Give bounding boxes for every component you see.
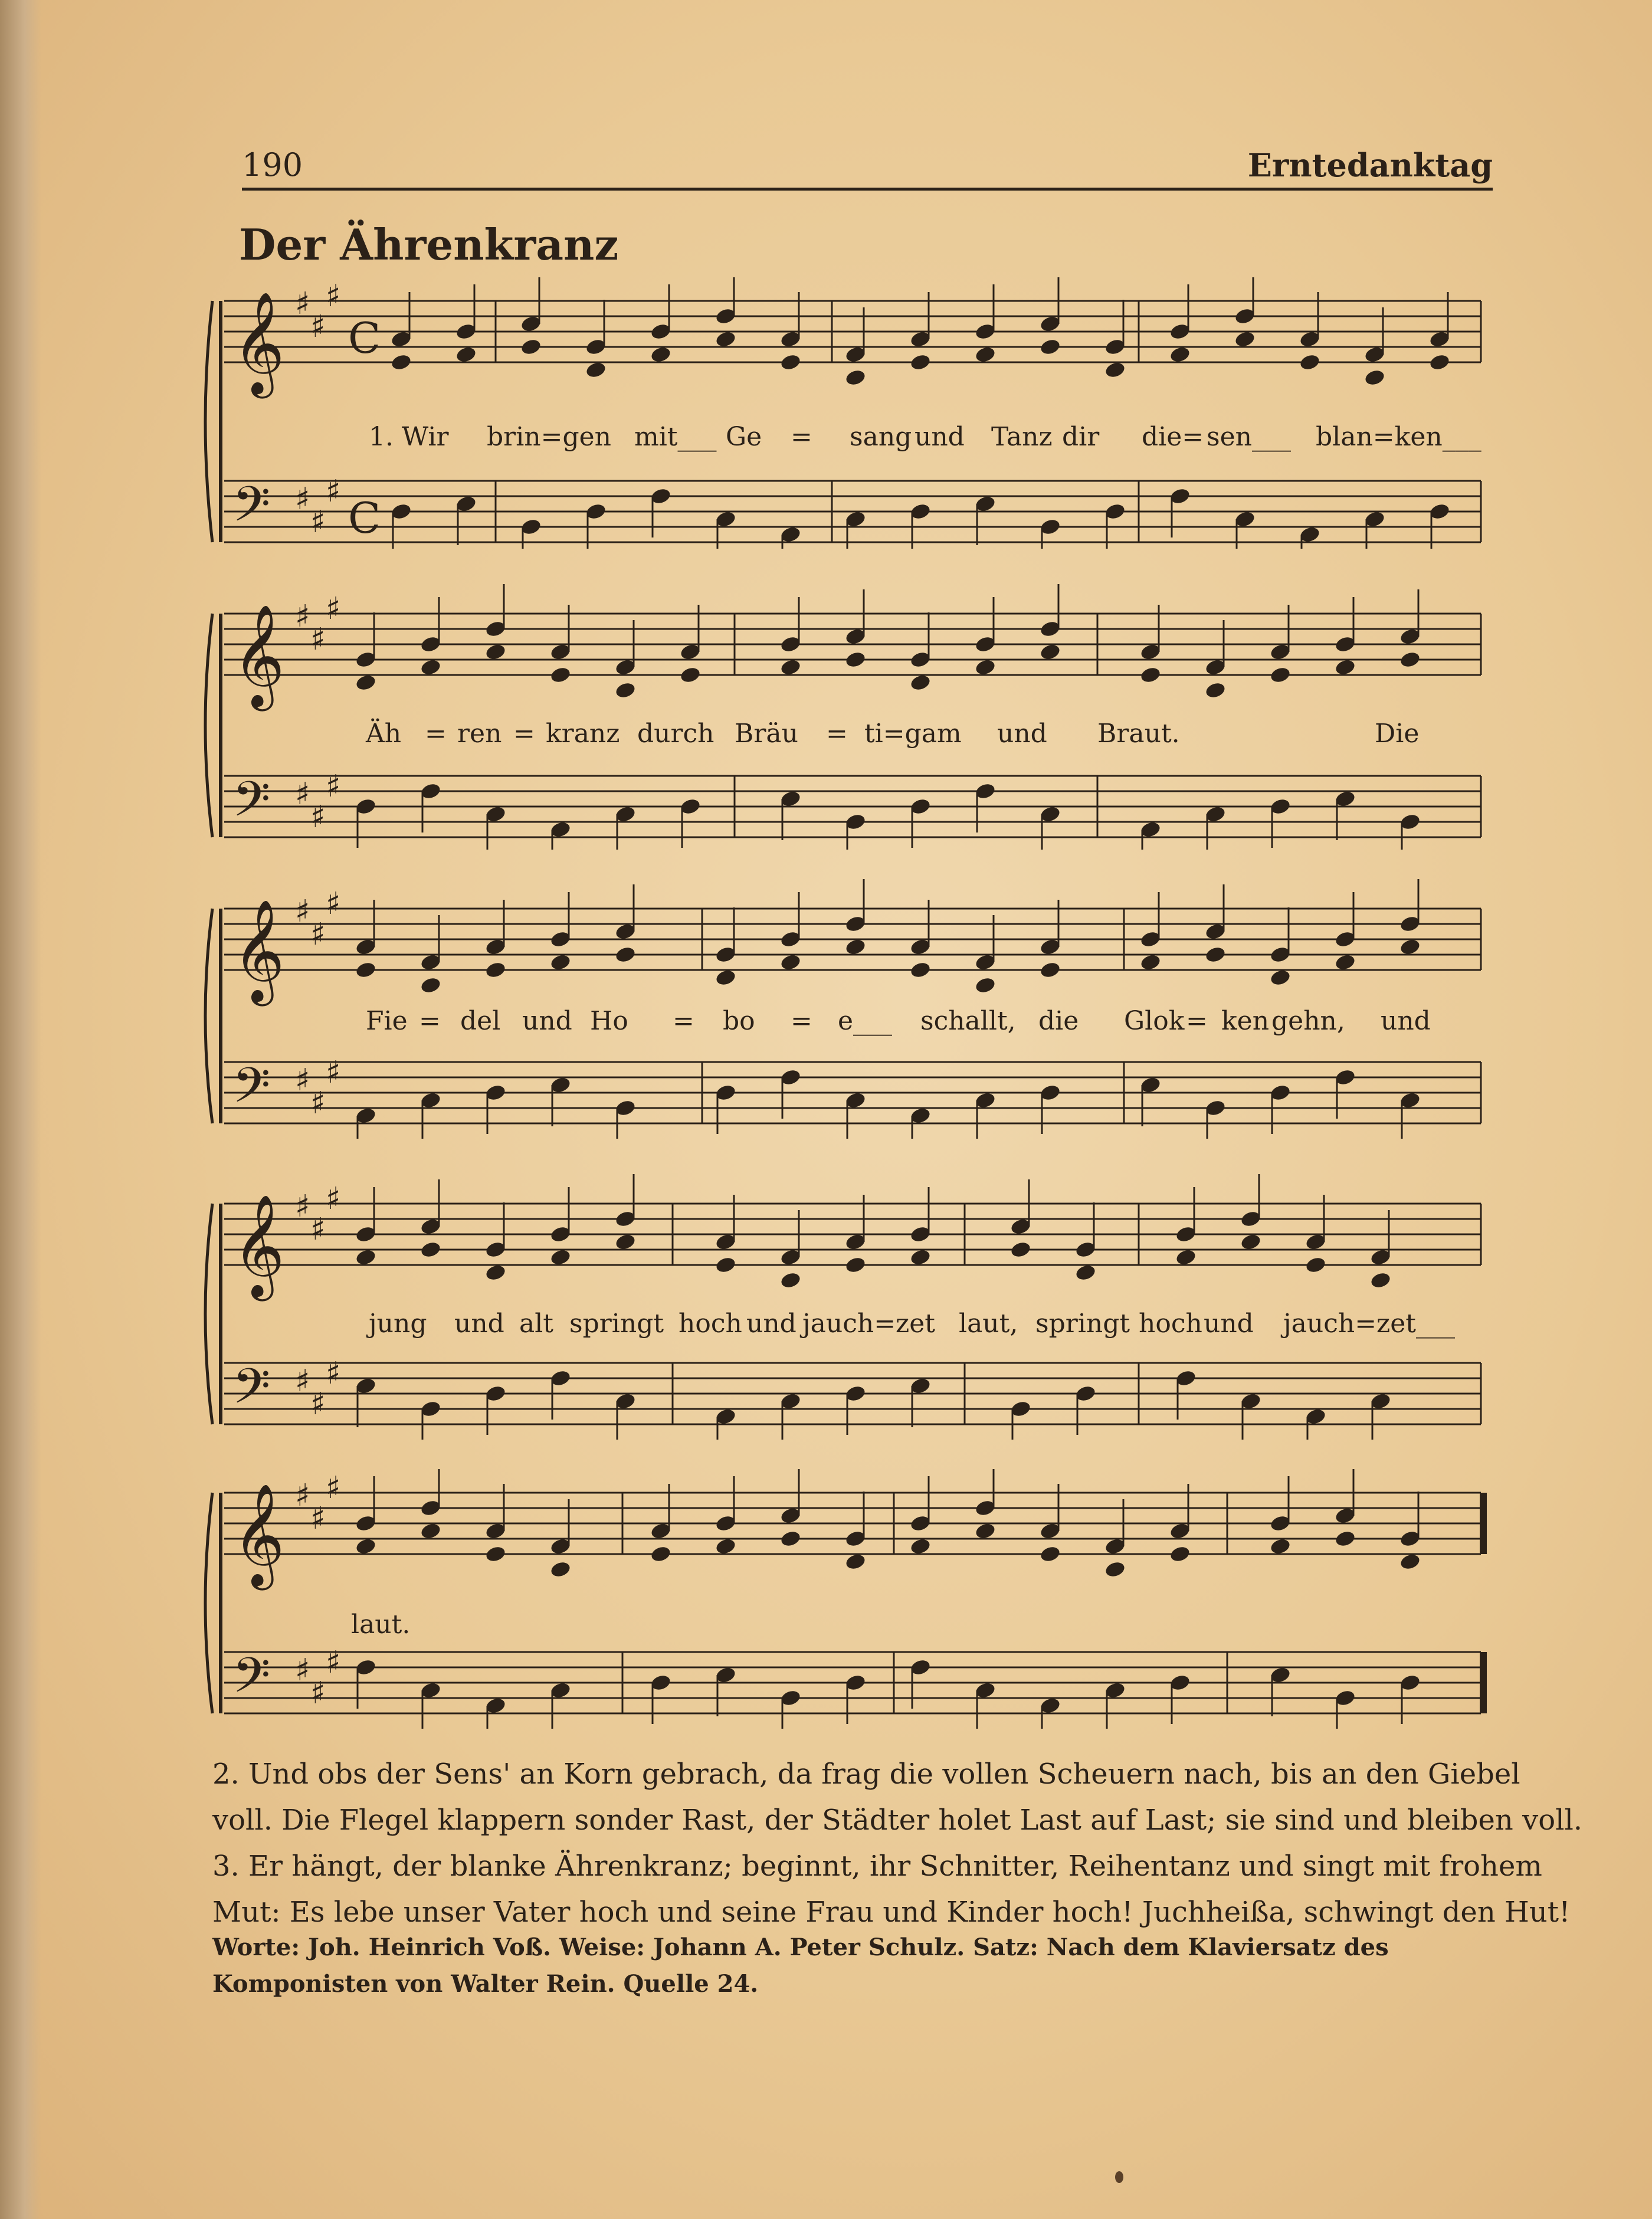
- sharp-icon: ♯: [310, 504, 326, 540]
- note-head: [1269, 1537, 1292, 1556]
- note-head: [614, 1233, 637, 1251]
- note-head: [909, 673, 932, 692]
- note-head: [1175, 1248, 1197, 1267]
- sharp-icon: ♯: [295, 776, 310, 812]
- note-head: [484, 643, 507, 661]
- note-head: [1234, 330, 1256, 349]
- note-head: [1039, 337, 1061, 356]
- note-head: [974, 658, 997, 677]
- note-head: [390, 353, 412, 372]
- lyric-syllable: und: [522, 1006, 572, 1036]
- note-head: [419, 976, 442, 995]
- note-head: [1169, 1545, 1191, 1564]
- note-head: [419, 658, 442, 677]
- lyric-syllable: hoch: [678, 1309, 742, 1339]
- sharp-icon: ♯: [295, 1189, 310, 1224]
- note-head: [355, 1537, 377, 1556]
- note-head: [1399, 938, 1421, 956]
- note-head: [974, 976, 997, 995]
- lyric-syllable: und: [914, 422, 965, 452]
- lyric-syllable: 1. Wir: [369, 422, 449, 452]
- note-head: [1369, 1271, 1392, 1290]
- paper-stain: [1115, 2171, 1123, 2183]
- lyric-syllable: durch: [637, 719, 714, 749]
- note-head: [1039, 643, 1061, 661]
- verse-line: voll. Die Flegel klappern sonder Rast, der Städter holet Last auf Last; sie sind und bleiben voll.: [212, 1804, 1583, 1837]
- lyric-syllable: und: [997, 719, 1047, 749]
- system-brace: [205, 1493, 212, 1713]
- lyric-syllable: laut,: [959, 1309, 1018, 1339]
- sharp-icon: ♯: [310, 622, 326, 657]
- note-head: [714, 1256, 737, 1274]
- note-head: [455, 345, 477, 364]
- note-head: [1304, 1256, 1327, 1274]
- lyric-syllable: jung: [369, 1309, 427, 1339]
- sharp-icon: ♯: [326, 886, 341, 922]
- note-head: [1104, 1560, 1126, 1579]
- score-staves-1: [0, 277, 1652, 549]
- additional-verses: [212, 1751, 1583, 1935]
- note-head: [779, 353, 802, 372]
- sharp-icon: ♯: [326, 1356, 341, 1391]
- sharp-icon: ♯: [310, 1086, 326, 1121]
- sharp-icon: ♯: [310, 799, 326, 835]
- lyric-syllable: Ge: [726, 422, 762, 452]
- lyric-syllable: bo: [723, 1006, 755, 1036]
- credits-line: Worte: Joh. Heinrich Voß. Weise: Johann A. Peter Schulz. Satz: Nach dem Klaviersatz des: [212, 1933, 1389, 1961]
- note-head: [484, 1263, 507, 1282]
- note-head: [1399, 1552, 1421, 1571]
- note-head: [484, 961, 507, 979]
- lyric-syllable: ken: [1221, 1006, 1270, 1036]
- note-head: [1009, 1240, 1032, 1259]
- lyric-syllable: Bräu: [735, 719, 798, 749]
- lyric-syllable: brin=gen: [487, 422, 612, 452]
- note-head: [909, 961, 932, 979]
- sharp-icon: ♯: [326, 278, 341, 314]
- treble-clef-icon: 𝄞: [232, 1483, 285, 1586]
- lyric-syllable: hoch: [1139, 1309, 1202, 1339]
- note-head: [844, 1256, 867, 1274]
- lyric-syllable: =: [1186, 1006, 1208, 1036]
- sharp-icon: ♯: [310, 917, 326, 952]
- sharp-icon: ♯: [326, 591, 341, 627]
- song-credits: [212, 1929, 1469, 2002]
- note-head: [1399, 650, 1421, 669]
- time-signature: C: [348, 493, 381, 543]
- song-title: Der Ährenkranz: [239, 219, 619, 270]
- note-head: [1269, 666, 1292, 684]
- note-head: [844, 1552, 867, 1571]
- note-head: [1204, 945, 1227, 964]
- lyric-syllable: gehn,: [1271, 1006, 1345, 1036]
- sharp-icon: ♯: [295, 1363, 310, 1399]
- bass-clef-icon: 𝄢: [232, 1358, 271, 1427]
- note-head: [1299, 353, 1321, 372]
- lyric-syllable: schallt,: [920, 1006, 1016, 1036]
- note-head: [614, 945, 637, 964]
- music-system-5: [0, 1469, 1652, 1729]
- sharp-icon: ♯: [326, 1181, 341, 1217]
- note-head: [844, 368, 867, 387]
- note-head: [419, 1240, 442, 1259]
- note-head: [1104, 360, 1126, 379]
- note-head: [1139, 953, 1162, 972]
- note-head: [1363, 368, 1386, 387]
- lyric-syllable: Braut.: [1097, 719, 1180, 749]
- final-barline: [1480, 1493, 1487, 1554]
- lyric-syllable: =: [425, 719, 447, 749]
- lyric-syllable: sen___: [1207, 422, 1291, 452]
- note-head: [909, 1248, 932, 1267]
- note-head: [355, 673, 377, 692]
- note-head: [549, 1560, 572, 1579]
- treble-clef-icon: 𝄞: [232, 291, 285, 394]
- note-head: [1139, 666, 1162, 684]
- lyric-syllable: und: [1381, 1006, 1431, 1036]
- lyric-syllable: die: [1038, 1006, 1079, 1036]
- note-head: [1334, 658, 1356, 677]
- lyric-syllable: und: [746, 1309, 796, 1339]
- lyric-syllable: =: [791, 422, 812, 452]
- sharp-icon: ♯: [295, 1063, 310, 1098]
- note-head: [844, 938, 867, 956]
- lyric-syllable: kranz: [546, 719, 620, 749]
- time-signature: C: [348, 313, 381, 363]
- sharp-icon: ♯: [295, 286, 310, 322]
- note-head: [714, 968, 737, 987]
- lyric-syllable: =: [791, 1006, 812, 1036]
- note-head: [779, 658, 802, 677]
- bass-clef-icon: 𝄢: [232, 476, 271, 545]
- score-staves-4: [0, 1174, 1652, 1440]
- lyric-syllable: e___: [838, 1006, 893, 1036]
- music-system-2: [0, 584, 1652, 850]
- note-head: [1334, 1529, 1356, 1548]
- lyric-syllable: Glok: [1124, 1006, 1185, 1036]
- final-barline: [1480, 1652, 1487, 1713]
- lyric-syllable: Äh: [366, 719, 402, 749]
- note-head: [1240, 1233, 1262, 1251]
- lyric-syllable: Fie: [366, 1006, 408, 1036]
- sharp-icon: ♯: [310, 1676, 326, 1711]
- note-head: [549, 666, 572, 684]
- page-number: 190: [242, 146, 303, 183]
- lyric-syllable: ren: [457, 719, 502, 749]
- lyric-syllable: blan=ken___: [1316, 422, 1481, 452]
- note-head: [549, 1248, 572, 1267]
- note-head: [779, 1529, 802, 1548]
- lyric-syllable: alt: [519, 1309, 553, 1339]
- lyric-syllable: =: [419, 1006, 441, 1036]
- note-head: [614, 681, 637, 700]
- note-head: [779, 953, 802, 972]
- lyric-syllable: ti=gam: [864, 719, 962, 749]
- treble-clef-icon: 𝄞: [232, 899, 285, 1002]
- note-head: [1269, 968, 1292, 987]
- note-head: [650, 345, 672, 364]
- note-head: [909, 1537, 932, 1556]
- note-head: [1039, 1545, 1061, 1564]
- note-head: [714, 330, 737, 349]
- bass-clef-icon: 𝄢: [232, 1057, 271, 1126]
- lyrics-line-2: [0, 719, 1652, 754]
- sharp-icon: ♯: [295, 599, 310, 634]
- running-head: Erntedanktag: [1247, 146, 1493, 184]
- note-head: [1428, 353, 1451, 372]
- note-head: [974, 1522, 997, 1540]
- lyric-syllable: springt: [1035, 1309, 1130, 1339]
- sharp-icon: ♯: [326, 769, 341, 804]
- verse-line: Mut: Es lebe unser Vater hoch und seine Frau und Kinder hoch! Juchheißa, schwingt den Hut!: [212, 1896, 1571, 1929]
- note-head: [549, 953, 572, 972]
- music-system-1: [0, 277, 1652, 549]
- sharp-icon: ♯: [310, 1501, 326, 1536]
- note-head: [1334, 953, 1356, 972]
- lyric-syllable: Die: [1375, 719, 1420, 749]
- note-head: [484, 1545, 507, 1564]
- sharp-icon: ♯: [326, 1645, 341, 1680]
- lyric-syllable: dir: [1062, 422, 1100, 452]
- lyric-syllable: und: [1204, 1309, 1254, 1339]
- bass-clef-icon: 𝄢: [232, 771, 271, 840]
- music-system-3: [0, 879, 1652, 1139]
- lyric-syllable: mit___: [634, 422, 717, 452]
- note-head: [1204, 681, 1227, 700]
- lyrics-line-3: [0, 1006, 1652, 1041]
- note-head: [585, 360, 607, 379]
- treble-clef-icon: 𝄞: [232, 604, 285, 707]
- lyric-syllable: Ho: [590, 1006, 628, 1036]
- sharp-icon: ♯: [310, 1212, 326, 1247]
- sharp-icon: ♯: [326, 1470, 341, 1506]
- verse-line: 3. Er hängt, der blanke Ährenkranz; beginnt, ihr Schnitter, Reihentanz und singt mit frohem: [212, 1850, 1542, 1883]
- note-head: [650, 1545, 672, 1564]
- lyric-syllable: sang: [850, 422, 912, 452]
- score-staves-2: [0, 584, 1652, 850]
- lyric-syllable: jauch=zet___: [1283, 1309, 1455, 1339]
- note-head: [779, 1271, 802, 1290]
- lyric-syllable: springt: [569, 1309, 664, 1339]
- lyrics-line-5: [0, 1610, 1652, 1645]
- note-head: [520, 337, 542, 356]
- lyric-syllable: und: [454, 1309, 504, 1339]
- music-system-4: [0, 1174, 1652, 1440]
- note-head: [844, 650, 867, 669]
- page-header: [242, 146, 1493, 191]
- note-head: [679, 666, 702, 684]
- sharp-icon: ♯: [295, 481, 310, 517]
- credits-line: Komponisten von Walter Rein. Quelle 24.: [212, 1970, 759, 1998]
- note-head: [974, 345, 997, 364]
- bass-clef-icon: 𝄢: [232, 1647, 271, 1716]
- note-head: [355, 961, 377, 979]
- note-head: [1169, 345, 1191, 364]
- lyrics-line-4: [0, 1309, 1652, 1344]
- sharp-icon: ♯: [295, 1653, 310, 1688]
- sharp-icon: ♯: [326, 1055, 341, 1090]
- lyric-syllable: =: [513, 719, 535, 749]
- note-head: [355, 1248, 377, 1267]
- lyric-syllable: Tanz: [991, 422, 1053, 452]
- lyrics-line-1: [0, 422, 1652, 457]
- lyric-syllable: del: [460, 1006, 501, 1036]
- note-head: [714, 1537, 737, 1556]
- note-head: [1039, 961, 1061, 979]
- note-head: [1074, 1263, 1097, 1282]
- note-head: [909, 353, 932, 372]
- sharp-icon: ♯: [310, 1387, 326, 1422]
- lyric-syllable: =: [673, 1006, 694, 1036]
- note-head: [419, 1522, 442, 1540]
- lyric-syllable: die=: [1142, 422, 1204, 452]
- sharp-icon: ♯: [295, 1478, 310, 1513]
- lyric-syllable: laut.: [351, 1610, 411, 1640]
- lyric-syllable: jauch=zet: [802, 1309, 935, 1339]
- verse-line: 2. Und obs der Sens' an Korn gebrach, da frag die vollen Scheuern nach, bis an den Giebel: [212, 1758, 1520, 1791]
- lyric-syllable: =: [826, 719, 848, 749]
- sharp-icon: ♯: [310, 309, 326, 345]
- score-staves-5: [0, 1469, 1652, 1729]
- sharp-icon: ♯: [295, 894, 310, 929]
- sharp-icon: ♯: [326, 474, 341, 509]
- treble-clef-icon: 𝄞: [232, 1194, 285, 1297]
